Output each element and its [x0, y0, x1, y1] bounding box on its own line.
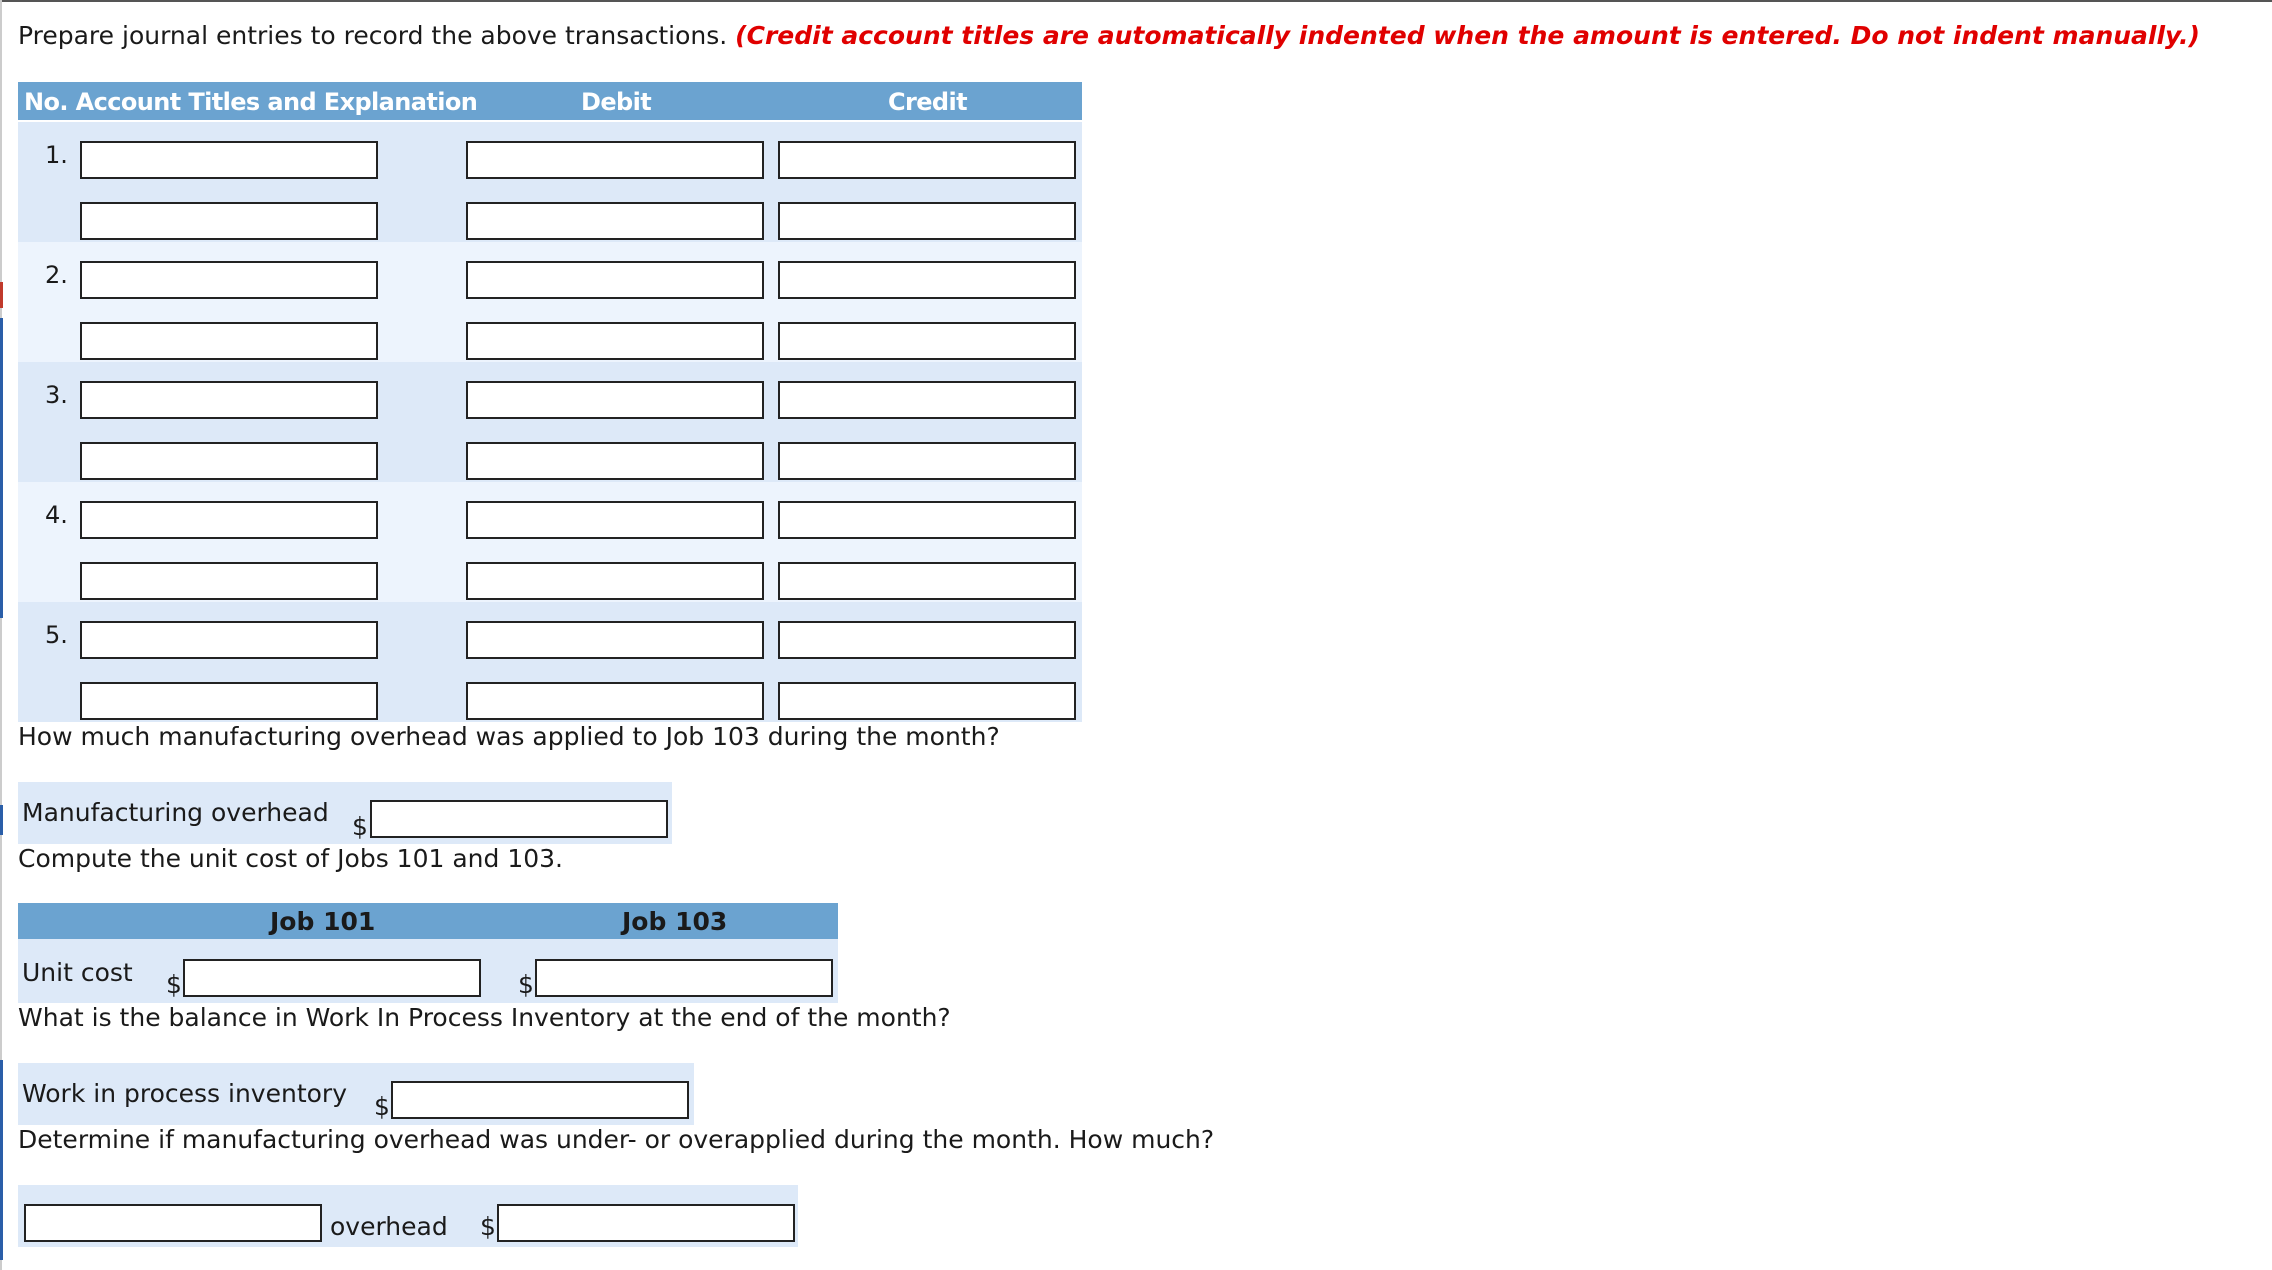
credit-input-3b[interactable] — [778, 442, 1076, 480]
debit-input-1b[interactable] — [466, 202, 764, 240]
debit-input-2a[interactable] — [466, 261, 764, 299]
credit-input-2a[interactable] — [778, 261, 1076, 299]
account-title-input-4a[interactable] — [80, 501, 378, 539]
entry-number-4: 4. — [45, 501, 68, 529]
credit-input-4b[interactable] — [778, 562, 1076, 600]
question-under-overapplied: Determine if manufacturing overhead was under- or overapplied during the month. How much? — [18, 1125, 1215, 1154]
manufacturing-overhead-input[interactable] — [370, 800, 668, 838]
credit-input-4a[interactable] — [778, 501, 1076, 539]
currency-symbol: $ — [352, 812, 368, 841]
debit-input-5a[interactable] — [466, 621, 764, 659]
manufacturing-overhead-label: Manufacturing overhead — [22, 798, 329, 827]
top-border — [0, 0, 2272, 2]
account-title-input-5a[interactable] — [80, 621, 378, 659]
under-over-amount-input[interactable] — [497, 1204, 795, 1242]
unit-cost-job-103-input[interactable] — [535, 959, 833, 997]
currency-symbol: $ — [374, 1092, 390, 1121]
instruction-note: (Credit account titles are automatically indented when the amount is entered. Do not indent manually.) — [735, 21, 2200, 50]
account-title-input-3a[interactable] — [80, 381, 378, 419]
unit-cost-header — [18, 903, 838, 939]
currency-symbol: $ — [480, 1212, 496, 1241]
header-job-103: Job 103 — [622, 907, 728, 936]
currency-symbol: $ — [518, 970, 534, 999]
credit-input-2b[interactable] — [778, 322, 1076, 360]
unit-cost-job-101-input[interactable] — [183, 959, 481, 997]
header-account-titles: No. Account Titles and Explanation — [24, 88, 478, 116]
credit-input-5b[interactable] — [778, 682, 1076, 720]
entry-number-1: 1. — [45, 141, 68, 169]
currency-symbol: $ — [166, 970, 182, 999]
header-credit: Credit — [888, 88, 968, 116]
account-title-input-1b[interactable] — [80, 202, 378, 240]
debit-input-5b[interactable] — [466, 682, 764, 720]
credit-input-3a[interactable] — [778, 381, 1076, 419]
wip-input[interactable] — [391, 1081, 689, 1119]
entry-number-2: 2. — [45, 261, 68, 289]
debit-input-3a[interactable] — [466, 381, 764, 419]
question-overhead-applied: How much manufacturing overhead was applied to Job 103 during the month? — [18, 722, 1000, 751]
question-wip-balance: What is the balance in Work In Process Inventory at the end of the month? — [18, 1003, 951, 1032]
debit-input-3b[interactable] — [466, 442, 764, 480]
left-marker — [0, 1060, 3, 1260]
left-marker — [0, 805, 3, 835]
debit-input-1a[interactable] — [466, 141, 764, 179]
account-title-input-1a[interactable] — [80, 141, 378, 179]
instruction — [18, 21, 2200, 50]
account-title-input-3b[interactable] — [80, 442, 378, 480]
debit-input-2b[interactable] — [466, 322, 764, 360]
credit-input-1a[interactable] — [778, 141, 1076, 179]
account-title-input-5b[interactable] — [80, 682, 378, 720]
unit-cost-label: Unit cost — [22, 958, 133, 987]
left-marker — [0, 282, 3, 308]
journal-header — [18, 82, 1082, 120]
account-title-input-4b[interactable] — [80, 562, 378, 600]
under-over-applied-input[interactable] — [24, 1204, 322, 1242]
debit-input-4b[interactable] — [466, 562, 764, 600]
debit-input-4a[interactable] — [466, 501, 764, 539]
entry-number-3: 3. — [45, 381, 68, 409]
entry-number-5: 5. — [45, 621, 68, 649]
header-debit: Debit — [581, 88, 652, 116]
question-unit-cost: Compute the unit cost of Jobs 101 and 103. — [18, 844, 563, 873]
credit-input-5a[interactable] — [778, 621, 1076, 659]
instruction-text: Prepare journal entries to record the above transactions. — [18, 21, 728, 50]
account-title-input-2a[interactable] — [80, 261, 378, 299]
wip-label: Work in process inventory — [22, 1079, 347, 1108]
overhead-label: overhead — [330, 1212, 448, 1241]
header-job-101: Job 101 — [270, 907, 376, 936]
account-title-input-2b[interactable] — [80, 322, 378, 360]
left-marker — [0, 318, 3, 618]
credit-input-1b[interactable] — [778, 202, 1076, 240]
